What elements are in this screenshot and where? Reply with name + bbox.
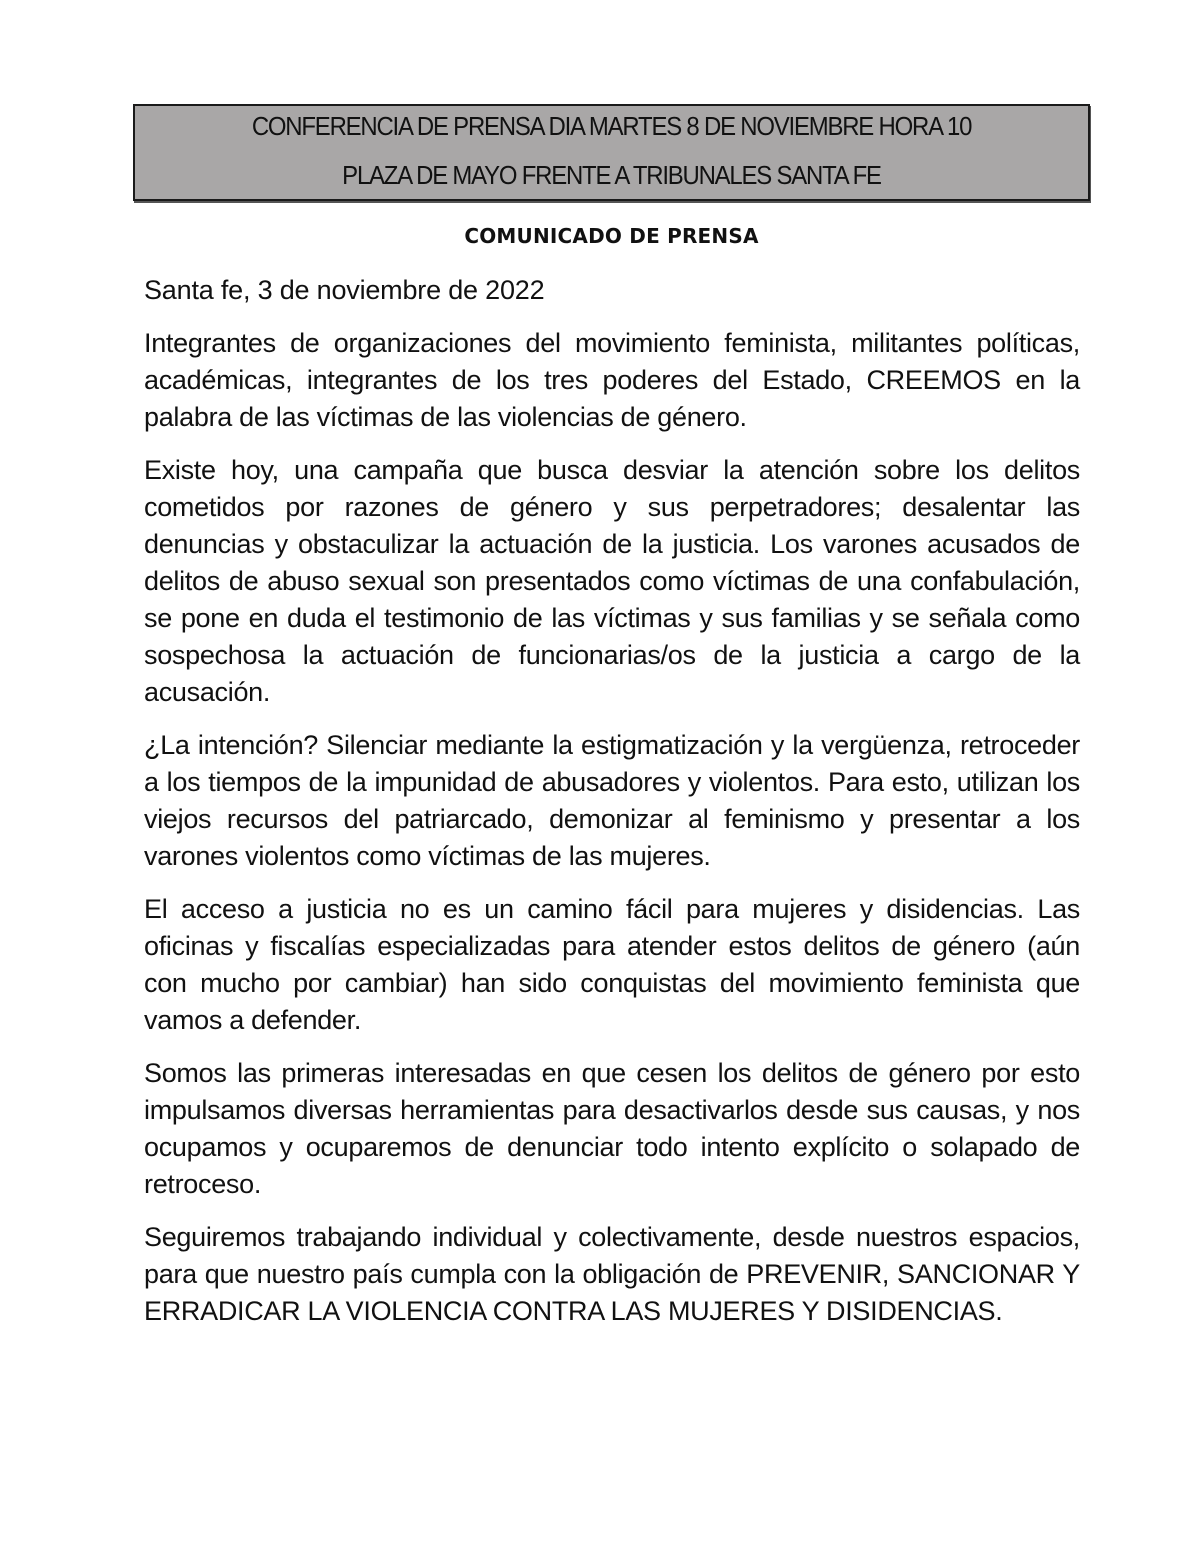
paragraph-closing: Seguiremos trabajando individual y colectivamente, desde nuestros espacios, para que nuestro país cumpla con la obligación de PREVENIR, SANCIONAR Y ERRADICAR LA VIOLENCIA CONTRA LAS MUJERES Y DISIDENCIAS. bbox=[144, 1222, 1080, 1326]
document-title: COMUNICADO DE PRENSA bbox=[464, 224, 759, 248]
paragraph-intro: Integrantes de organizaciones del movimiento feminista, militantes políticas, académicas, integrantes de los tres poderes del Estado, CREEMOS en la palabra de las víctimas de las violencias de género. bbox=[144, 328, 1080, 432]
banner-line-date-time: CONFERENCIA DE PRENSA DIA MARTES 8 DE NOVIEMBRE HORA 10 bbox=[251, 111, 972, 141]
paragraph-interested: Somos las primeras interesadas en que cesen los delitos de género por esto impulsamos diversas herramientas para desactivarlos desde sus causas, y nos ocupamos y ocuparemos de denunciar todo intento explícito o solapado de retroceso. bbox=[144, 1058, 1080, 1199]
date-line: Santa fe, 3 de noviembre de 2022 bbox=[144, 275, 545, 305]
press-conference-banner bbox=[133, 104, 1090, 201]
banner-line-location: PLAZA DE MAYO FRENTE A TRIBUNALES SANTA FE bbox=[342, 160, 881, 190]
paragraph-access-justice: El acceso a justicia no es un camino fácil para mujeres y disidencias. Las oficinas y fiscalías especializadas para atender estos delitos de género (aún con mucho por cambiar) han sido conquistas del movimiento feminista que vamos a defender. bbox=[144, 894, 1080, 1035]
paragraph-intention: ¿La intención? Silenciar mediante la estigmatización y la vergüenza, retroceder a los tiempos de la impunidad de abusadores y violentos. Para esto, utilizan los viejos recursos del patriarcado, demonizar al feminismo y presentar a los varones violentos como víctimas de las mujeres. bbox=[144, 730, 1080, 871]
document-body bbox=[144, 272, 1080, 1346]
paragraph-campaign: Existe hoy, una campaña que busca desviar la atención sobre los delitos cometidos por razones de género y sus perpetradores; desalentar las denuncias y obstaculizar la actuación de la justicia. Los varones acusados de delitos de abuso sexual son presentados como víctimas de una confabulación, se pone en duda el testimonio de las víctimas y sus familias y se señala como sospechosa la actuación de funcionarias/os de la justicia a cargo de la acusación. bbox=[144, 455, 1080, 707]
